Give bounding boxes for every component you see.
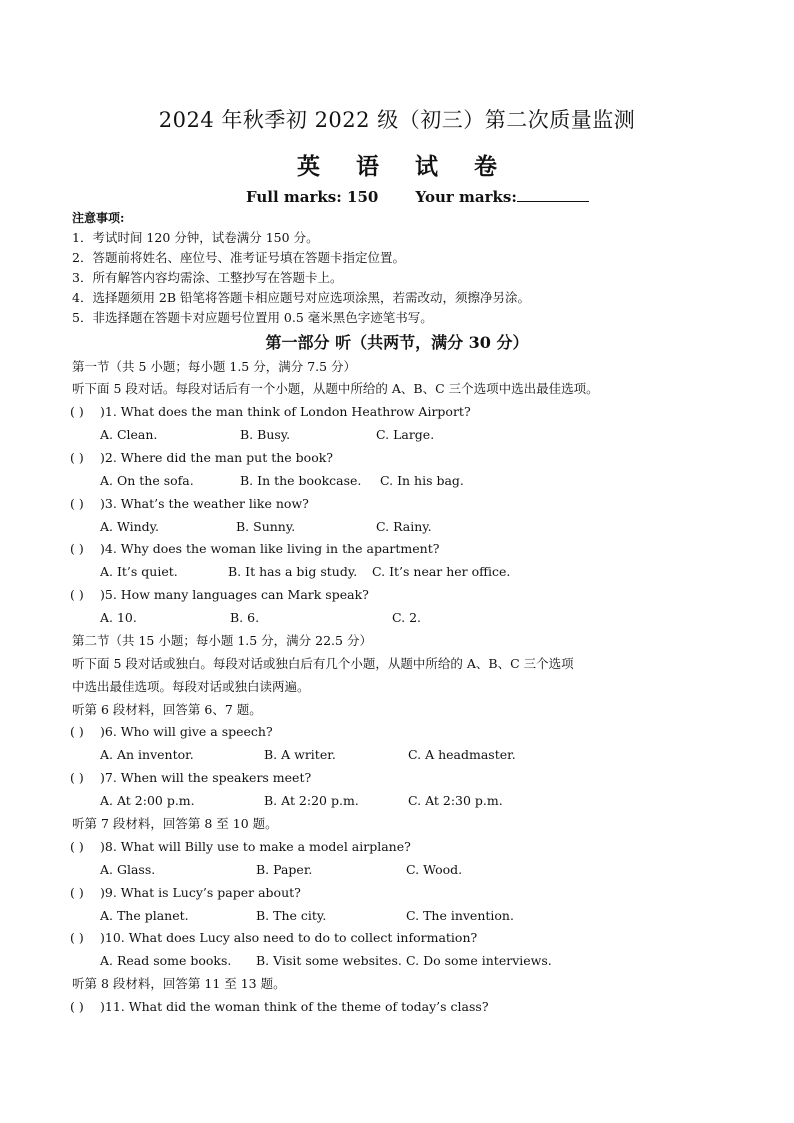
- exam-title: 2024 年秋季初 2022 级（初三）第二次质量监测: [158, 108, 636, 132]
- question-6: [70, 724, 273, 740]
- option-a: A. It’s quiet.: [100, 564, 178, 579]
- option-b: B. Sunny.: [236, 519, 296, 534]
- answer-bracket[interactable]: ( ): [70, 541, 84, 556]
- option-c: C. The invention.: [406, 908, 514, 923]
- question-stem: )4. Why does the woman like living in the apartment?: [100, 541, 440, 556]
- answer-bracket[interactable]: ( ): [70, 885, 84, 900]
- question-stem: )10. What does Lucy also need to do to collect information?: [100, 930, 478, 945]
- option-b: B. A writer.: [264, 747, 336, 762]
- question-stem: )8. What will Billy use to make a model airplane?: [100, 839, 411, 854]
- option-b: B. At 2:20 p.m.: [264, 793, 359, 808]
- material-7-heading: 听第 7 段材料，回答第 8 至 10 题。: [72, 816, 278, 831]
- section1-instruction: 听下面 5 段对话。每段对话后有一个小题，从题中所给的 A、B、C 三个选项中选出最佳选项。: [72, 381, 599, 396]
- question-7: [70, 770, 311, 786]
- option-c: C. In his bag.: [380, 473, 464, 488]
- question-5: [70, 587, 369, 603]
- question-3: [70, 496, 309, 512]
- question-stem: )9. What is Lucy’s paper about?: [100, 885, 301, 900]
- option-c: C. Do some interviews.: [406, 953, 552, 968]
- option-a: A. Clean.: [100, 427, 158, 442]
- answer-bracket[interactable]: ( ): [70, 496, 84, 511]
- section1-heading: 第一节（共 5 小题；每小题 1.5 分，满分 7.5 分）: [72, 359, 357, 374]
- question-1: [70, 404, 471, 420]
- option-b: B. In the bookcase.: [240, 473, 362, 488]
- section2-instruction: 听下面 5 段对话或独白。每段对话或独白后有几个小题，从题中所给的 A、B、C 三个选项: [72, 656, 574, 671]
- answer-bracket[interactable]: ( ): [70, 770, 84, 785]
- notice-item: 1．考试时间 120 分钟，试卷满分 150 分。: [72, 230, 319, 245]
- question-stem: )6. Who will give a speech?: [100, 724, 273, 739]
- notice-title: 注意事项:: [72, 211, 125, 225]
- option-a: A. Read some books.: [100, 953, 232, 968]
- option-b: B. 6.: [230, 610, 260, 625]
- exam-subtitle: 英 语 试 卷: [296, 153, 512, 180]
- option-b: B. Paper.: [256, 862, 313, 877]
- option-a: A. At 2:00 p.m.: [100, 793, 195, 808]
- option-a: A. 10.: [100, 610, 137, 625]
- notice-item: 5．非选择题在答题卡对应题号位置用 0.5 毫米黑色字迹笔书写。: [72, 310, 433, 325]
- option-c: C. At 2:30 p.m.: [408, 793, 503, 808]
- question-stem: )1. What does the man think of London Heathrow Airport?: [100, 404, 471, 419]
- question-stem: )7. When will the speakers meet?: [100, 770, 312, 785]
- material-6-heading: 听第 6 段材料，回答第 6、7 题。: [72, 702, 262, 717]
- option-a: A. On the sofa.: [100, 473, 194, 488]
- option-c: C. 2.: [392, 610, 421, 625]
- option-b: B. Busy.: [240, 427, 291, 442]
- question-stem: )3. What’s the weather like now?: [100, 496, 309, 511]
- question-stem: )5. How many languages can Mark speak?: [100, 587, 369, 602]
- option-b: B. The city.: [256, 908, 327, 923]
- notice-item: 2．答题前将姓名、座位号、准考证号填在答题卡指定位置。: [72, 250, 405, 265]
- option-c: C. Rainy.: [376, 519, 432, 534]
- option-a: A. Windy.: [100, 519, 160, 534]
- option-c: C. It’s near her office.: [372, 564, 511, 579]
- option-b: B. It has a big study.: [228, 564, 358, 579]
- question-stem: )11. What did the woman think of the theme of today’s class?: [100, 999, 489, 1014]
- marks-line: [246, 187, 589, 206]
- option-c: C. Large.: [376, 427, 435, 442]
- option-a: A. Glass.: [100, 862, 156, 877]
- section2-heading: 第二节（共 15 小题；每小题 1.5 分，满分 22.5 分）: [72, 633, 372, 648]
- answer-bracket[interactable]: ( ): [70, 999, 84, 1014]
- full-marks: Full marks: 150: [246, 188, 379, 206]
- question-8: [70, 839, 411, 855]
- option-b: B. Visit some websites.: [256, 953, 402, 968]
- answer-bracket[interactable]: ( ): [70, 587, 84, 602]
- option-c: C. Wood.: [406, 862, 463, 877]
- part1-title: 第一部分 听（共两节，满分 30 分）: [265, 333, 529, 352]
- notice-item: 4．选择题须用 2B 铅笔将答题卡相应题号对应选项涂黑，若需改动，须擦净另涂。: [72, 290, 531, 305]
- question-4: [70, 541, 439, 557]
- answer-bracket[interactable]: ( ): [70, 404, 84, 419]
- answer-bracket[interactable]: ( ): [70, 450, 84, 465]
- section2-instruction: 中选出最佳选项。每段对话或独白读两遍。: [72, 679, 310, 694]
- your-marks-label: Your marks:: [415, 188, 517, 206]
- question-10: [70, 930, 477, 946]
- material-8-heading: 听第 8 段材料，回答第 11 至 13 题。: [72, 976, 286, 991]
- question-9: [70, 885, 301, 901]
- your-marks-blank[interactable]: [517, 187, 589, 202]
- option-a: A. The planet.: [100, 908, 189, 923]
- notice-item: 3．所有解答内容均需涂、工整抄写在答题卡上。: [72, 270, 343, 285]
- question-11: [70, 999, 489, 1015]
- option-a: A. An inventor.: [100, 747, 194, 762]
- question-2: [70, 450, 333, 466]
- question-stem: )2. Where did the man put the book?: [100, 450, 333, 465]
- answer-bracket[interactable]: ( ): [70, 724, 84, 739]
- answer-bracket[interactable]: ( ): [70, 839, 84, 854]
- option-c: C. A headmaster.: [408, 747, 516, 762]
- answer-bracket[interactable]: ( ): [70, 930, 84, 945]
